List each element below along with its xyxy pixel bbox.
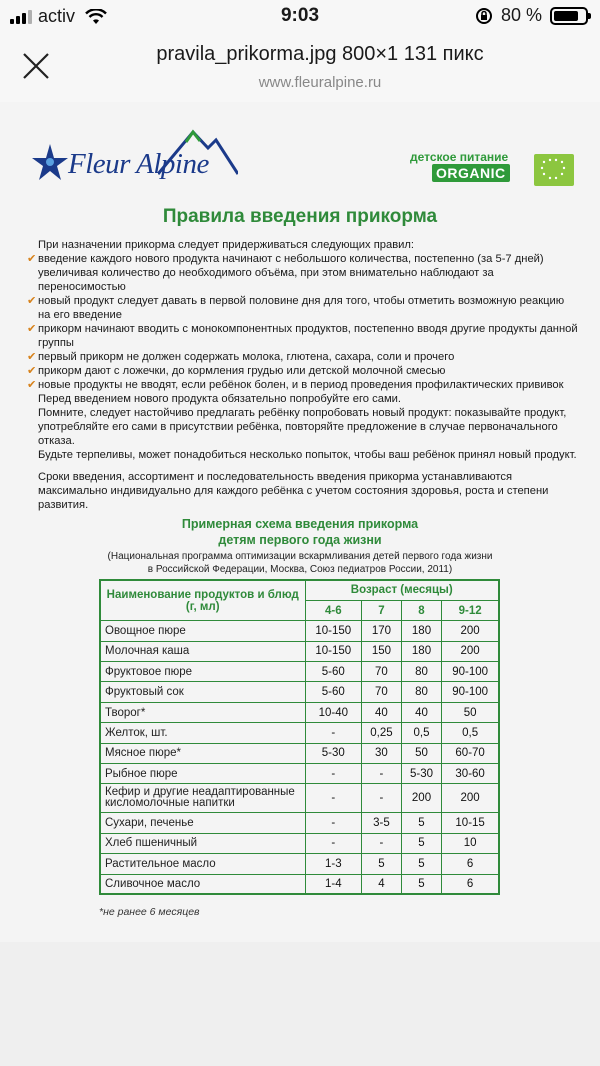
advice-paragraph: Будьте терпеливы, может понадобиться несколько попыток, чтобы ваш ребёнок принял новый продукт. (38, 449, 577, 461)
amount-cell: - (305, 723, 362, 743)
carrier-name: activ (38, 6, 76, 26)
image-host: www.fleuralpine.ru (258, 74, 382, 91)
table-row (100, 621, 499, 641)
scheme-title: Примерная схема введения прикорма детям первого года жизни (181, 517, 419, 547)
table-row (100, 764, 499, 784)
status-bar (0, 0, 600, 34)
amount-cell: - (305, 764, 362, 784)
checkmark-icon: ✔ (27, 295, 37, 307)
amount-cell: 90-100 (442, 682, 499, 702)
rules-intro: При назначении прикорма следует придерживаться следующих правил: (38, 239, 415, 251)
amount-cell: 6 (442, 874, 499, 894)
amount-cell: 10 (442, 833, 499, 853)
product-name-cell: Хлеб пшеничный (100, 833, 305, 853)
product-name-cell: Молочная каша (100, 641, 305, 661)
amount-cell: - (362, 764, 402, 784)
amount-cell: 10-40 (305, 702, 362, 722)
feeding-schedule-table (99, 579, 500, 895)
rule-item: ✔ прикорм дают с ложечки, до кормления грудью или детской молочной смесью (27, 365, 446, 377)
flower-icon (28, 140, 72, 184)
amount-cell: 5 (401, 833, 441, 853)
amount-cell: 5 (401, 874, 441, 894)
amount-cell: 4 (362, 874, 402, 894)
amount-cell: 0,5 (401, 723, 441, 743)
amount-cell: 40 (362, 702, 402, 722)
eu-organic-leaf-icon (534, 154, 574, 186)
amount-cell: 200 (401, 784, 441, 813)
amount-cell: 80 (401, 662, 441, 682)
image-viewer[interactable] (0, 102, 600, 1066)
table-row (100, 854, 499, 874)
checkmark-icon: ✔ (27, 323, 37, 335)
amount-cell: 200 (442, 641, 499, 661)
table-row (100, 874, 499, 894)
product-column-header: Наименование продуктов и блюд (г, мл) (100, 580, 305, 621)
amount-cell: 40 (401, 702, 441, 722)
amount-cell: 200 (442, 784, 499, 813)
product-name-cell: Творог* (100, 702, 305, 722)
product-name-cell: Овощное пюре (100, 621, 305, 641)
amount-cell: 70 (362, 682, 402, 702)
product-name-cell: Растительное масло (100, 854, 305, 874)
amount-cell: 5 (401, 854, 441, 874)
footnote: *не ранее 6 месяцев (99, 906, 200, 918)
amount-cell: 10-150 (305, 641, 362, 661)
scheme-source-note: (Национальная программа оптимизации вскармливания детей первого года жизни в Российской Федерации, Москва, Союз педиатров России, 2011) (107, 551, 493, 575)
rule-item: ✔ первый прикорм не должен содержать молока, глютена, сахара, соли и прочего (27, 351, 455, 363)
rule-item: ✔ новые продукты не вводят, если ребёнок болен, и в период проведения профилактических прививок (27, 379, 564, 391)
rule-item: ✔ прикорм начинают вводить с монокомпонентных продуктов, постепенно вводя другие продукты данной группы (27, 323, 578, 349)
table-row (100, 723, 499, 743)
checkmark-icon: ✔ (27, 365, 37, 377)
advice-paragraph: Перед введением нового продукта обязательно попробуйте его сами. (38, 393, 401, 405)
amount-cell: 5-60 (305, 682, 362, 702)
product-name-cell: Сухари, печенье (100, 813, 305, 833)
amount-cell: - (362, 833, 402, 853)
orientation-lock-icon (475, 7, 493, 25)
product-name-cell: Фруктовое пюре (100, 662, 305, 682)
table-row (100, 833, 499, 853)
table-row (100, 813, 499, 833)
document-image (0, 102, 600, 942)
age-column: 4-6 (305, 600, 362, 620)
product-name-cell: Рыбное пюре (100, 764, 305, 784)
battery-icon (550, 7, 588, 25)
amount-cell: 0,25 (362, 723, 402, 743)
amount-cell: 5-30 (401, 764, 441, 784)
amount-cell: 60-70 (442, 743, 499, 763)
page-title: Правила введения прикорма (162, 206, 438, 227)
product-name-cell: Мясное пюре* (100, 743, 305, 763)
age-column: 7 (362, 600, 402, 620)
amount-cell: - (362, 784, 402, 813)
amount-cell: 5 (362, 854, 402, 874)
amount-cell: - (305, 784, 362, 813)
battery-group (475, 5, 588, 26)
advice-paragraph: Помните, следует настойчиво предлагать ребёнку попробовать новый продукт: показывайте продукт, употребляйте его сами в присутствии ребёнка, повторяйте предложение в случае первоначального отказа. (38, 407, 567, 447)
brand-name: Fleur Alpine (68, 148, 209, 180)
amount-cell: 10-150 (305, 621, 362, 641)
clock: 9:03 (280, 5, 320, 26)
amount-cell: 80 (401, 682, 441, 702)
rule-item: ✔ новый продукт следует давать в первой половине дня для того, чтобы отметить возможную реакцию на его введение (27, 295, 565, 321)
age-column-header: Возраст (месяцы) (305, 580, 499, 600)
image-title: pravila_prikorma.jpg 800×1 131 пикс (156, 43, 484, 65)
table-row (100, 682, 499, 702)
checkmark-icon: ✔ (27, 379, 37, 391)
amount-cell: 200 (442, 621, 499, 641)
amount-cell: 150 (362, 641, 402, 661)
amount-cell: 180 (401, 641, 441, 661)
amount-cell: 1-3 (305, 854, 362, 874)
amount-cell: 50 (442, 702, 499, 722)
rule-item: ✔ введение каждого нового продукта начинают с небольшого количества, постепенно (за 5-7 дней) увеличивая количество до необходимого объёма, при этом внимательно наблюдают за переносимостью (27, 253, 544, 293)
amount-cell: 6 (442, 854, 499, 874)
amount-cell: 5-60 (305, 662, 362, 682)
amount-cell: 10-15 (442, 813, 499, 833)
organic-label: детское питание (410, 150, 509, 164)
amount-cell: 30-60 (442, 764, 499, 784)
amount-cell: - (305, 833, 362, 853)
amount-cell: 3-5 (362, 813, 402, 833)
viewer-header (0, 34, 600, 102)
amount-cell: - (305, 813, 362, 833)
product-name-cell: Фруктовый сок (100, 682, 305, 702)
brand-logo (28, 130, 238, 190)
amount-cell: 50 (401, 743, 441, 763)
checkmark-icon: ✔ (27, 253, 37, 265)
amount-cell: 30 (362, 743, 402, 763)
checkmark-icon: ✔ (27, 351, 37, 363)
rules-text (27, 238, 578, 512)
table-row (100, 784, 499, 813)
product-name-cell: Кефир и другие неадаптированные кисломолочные напитки (100, 784, 305, 813)
timing-paragraph: Сроки введения, ассортимент и последовательность введения прикорма устанавливаются максимально индивидуально для каждого ребёнка с учетом состояния здоровья, роста и степени развития. (38, 471, 549, 511)
age-column: 8 (401, 600, 441, 620)
table-row (100, 743, 499, 763)
organic-word: ORGANIC (432, 164, 510, 182)
organic-badge (410, 150, 580, 190)
amount-cell: 5-30 (305, 743, 362, 763)
amount-cell: 0,5 (442, 723, 499, 743)
table-row (100, 641, 499, 661)
amount-cell: 180 (401, 621, 441, 641)
amount-cell: 70 (362, 662, 402, 682)
table-row (100, 702, 499, 722)
amount-cell: 170 (362, 621, 402, 641)
product-name-cell: Желток, шт. (100, 723, 305, 743)
table-row (100, 662, 499, 682)
amount-cell: 1-4 (305, 874, 362, 894)
amount-cell: 90-100 (442, 662, 499, 682)
age-column: 9-12 (442, 600, 499, 620)
amount-cell: 5 (401, 813, 441, 833)
battery-percent: 80 % (500, 5, 542, 25)
product-name-cell: Сливочное масло (100, 874, 305, 894)
